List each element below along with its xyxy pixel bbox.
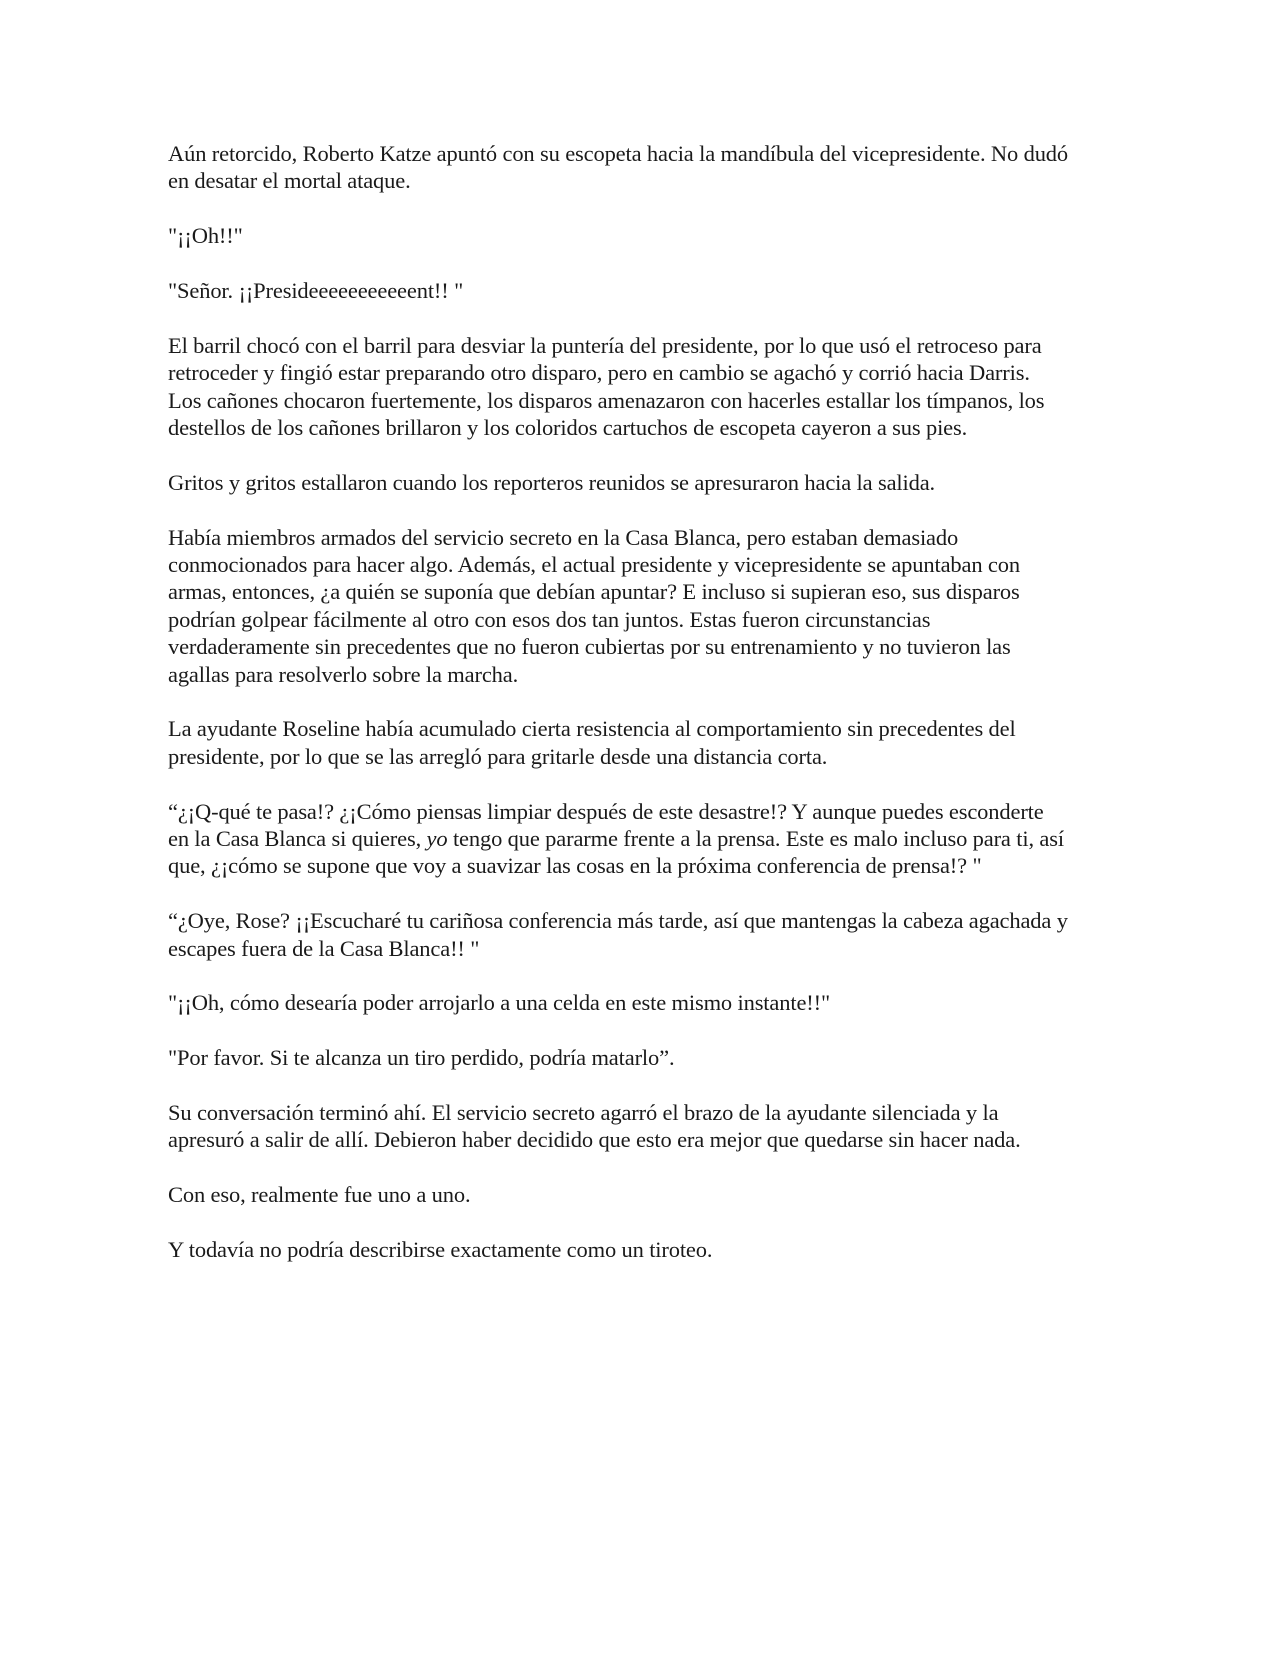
paragraph-8 bbox=[168, 798, 1068, 880]
paragraph-5: Gritos y gritos estallaron cuando los reporteros reunidos se apresuraron hacia la salida. bbox=[168, 469, 936, 495]
paragraph-10: "¡¡Oh, cómo desearía poder arrojarlo a una celda en este mismo instante!!" bbox=[168, 990, 830, 1016]
paragraph-3: "Señor. ¡¡Presideeeeeeeeeeent!! " bbox=[168, 278, 464, 303]
paragraph-7: La ayudante Roseline había acumulado cierta resistencia al comportamiento sin precedentes del presidente, por lo que se las arregló para gritarle desde una distancia corta. bbox=[168, 716, 1016, 769]
paragraph-4: El barril chocó con el barril para desviar la puntería del presidente, por lo que usó el retroceso para retroceder y fingió estar preparando otro disparo, pero en cambio se agachó y corrió hacia Darris. Los cañones chocaron fuertemente, los disparos amenazaron con hacerles estallar los tímpanos, los destellos de los cañones brillaron y los coloridos cartuchos de escopeta cayeron a sus pies. bbox=[168, 332, 1045, 441]
paragraph-11: "Por favor. Si te alcanza un tiro perdido, podría matarlo”. bbox=[168, 1045, 675, 1071]
paragraph-8-before: “¿¡Q-qué te pasa!? ¿¡Cómo piensas limpiar después de este desastre!? Y aunque puedes esconderte en la Casa Blanca si quieres, bbox=[168, 798, 1044, 852]
paragraph-1: Aún retorcido, Roberto Katze apuntó con su escopeta hacia la mandíbula del vicepresidente. No dudó en desatar el mortal ataque. bbox=[168, 141, 1068, 194]
paragraph-13: Con eso, realmente fue uno a uno. bbox=[168, 1182, 471, 1208]
paragraph-8-italic: yo bbox=[426, 826, 448, 852]
paragraph-12: Su conversación terminó ahí. El servicio secreto agarró el brazo de la ayudante silenciada y la apresuró a salir de allí. Debieron haber decidido que esto era mejor que quedarse sin hacer nada. bbox=[168, 1100, 1021, 1153]
document-page bbox=[168, 140, 1068, 1291]
paragraph-8-after: tengo que pararme frente a la prensa. Este es malo incluso para ti, así que, ¿¡cómo se supone que voy a suavizar las cosas en la próxima conferencia de prensa!? " bbox=[168, 826, 1064, 879]
paragraph-2: "¡¡Oh!!" bbox=[168, 223, 243, 249]
paragraph-6: Había miembros armados del servicio secreto en la Casa Blanca, pero estaban demasiado conmocionados para hacer algo. Además, el actual presidente y vicepresidente se apuntaban con armas, entonces, ¿a quién se suponía que debían apuntar? E incluso si supieran eso, sus disparos podrían golpear fácilmente al otro con esos dos tan juntos. Estas fueron circunstancias verdaderamente sin precedentes que no fueron cubiertas por su entrenamiento y no tuvieron las agallas para resolverlo sobre la marcha. bbox=[168, 524, 1020, 687]
paragraph-9: “¿Oye, Rose? ¡¡Escucharé tu cariñosa conferencia más tarde, así que mantengas la cabeza agachada y escapes fuera de la Casa Blanca!! " bbox=[168, 908, 1068, 961]
paragraph-14: Y todavía no podría describirse exactamente como un tiroteo. bbox=[168, 1237, 713, 1263]
